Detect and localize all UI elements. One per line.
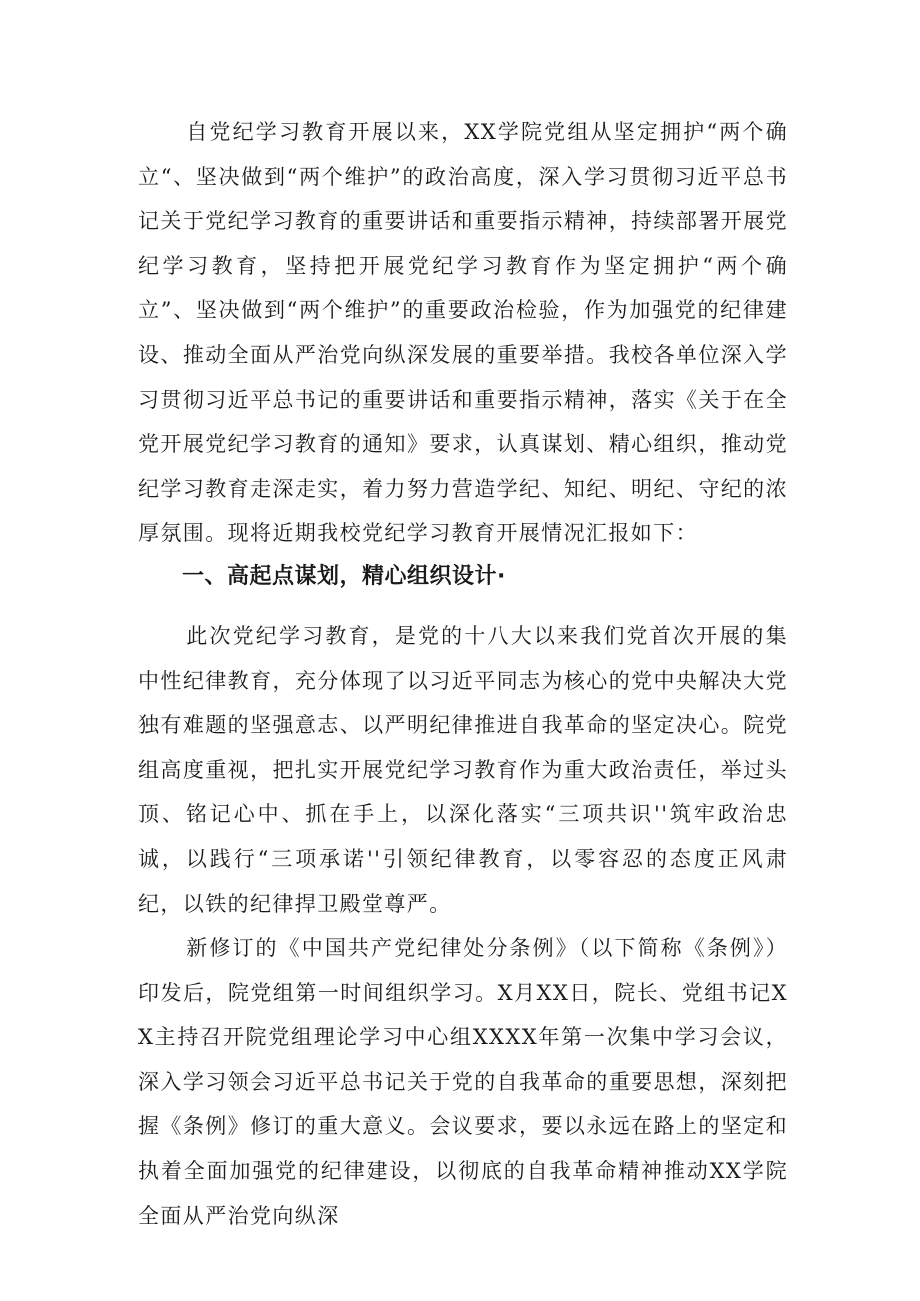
intro-paragraph: 自党纪学习教育开展以来，XX学院党组从坚定拥护“两个确立“、坚决做到“两个维护”的政治高度，深入学习贯彻习近平总书记关于党纪学习教育的重要讲话和重要指示精神，持续部署开展党纪学习教育，坚持把开展党纪学习教育作为坚定拥护“两个确立”、坚决做到“两个维护”的重要政治检验，作为加强党的纪律建设、推动全面从严治党向纵深发展的重要举措。我校各单位深入学习贯彻习近平总书记的重要讲话和重要指示精神，落实《关于在全党开展党纪学习教育的通知》要求，认真谋划、精心组织，推动党纪学习教育走深走实，着力努力营造学纪、知纪、明纪、守纪的浓厚氛围。现将近期我校党纪学习教育开展情况汇报如下： <box>138 120 788 546</box>
section-paragraph-2: 新修订的《中国共产党纪律处分条例》（以下简称《条例》）印发后，院党组第一时间组织学习。X月XX日，院长、党组书记XX主持召开院党组理论学习中心组XXXX年第一次集中学习会议，深入学习领会习近平总书记关于党的自我革命的重要思想，深刻把握《条例》修订的重大意义。会议要求，要以永远在路上的坚定和执着全面加强党的纪律建设，以彻底的自我革命精神推动XX学院全面从严治党向纵深 <box>138 936 788 1228</box>
section-heading: 一、高起点谋划，精心组织设计· <box>182 564 506 589</box>
section-paragraph-1: 此次党纪学习教育，是党的十八大以来我们党首次开展的集中性纪律教育，充分体现了以习近平同志为核心的党中央解决大党独有难题的坚强意志、以严明纪律推进自我革命的坚定决心。院党组高度重视，把扎实开展党纪学习教育作为重大政治责任，举过头顶、铭记心中、抓在手上，以深化落实“三项共识''筑牢政治忠诚，以践行“三项承诺''引领纪律教育，以零容忍的态度正风肃纪，以铁的纪律捍卫殿堂尊严。 <box>138 624 788 916</box>
